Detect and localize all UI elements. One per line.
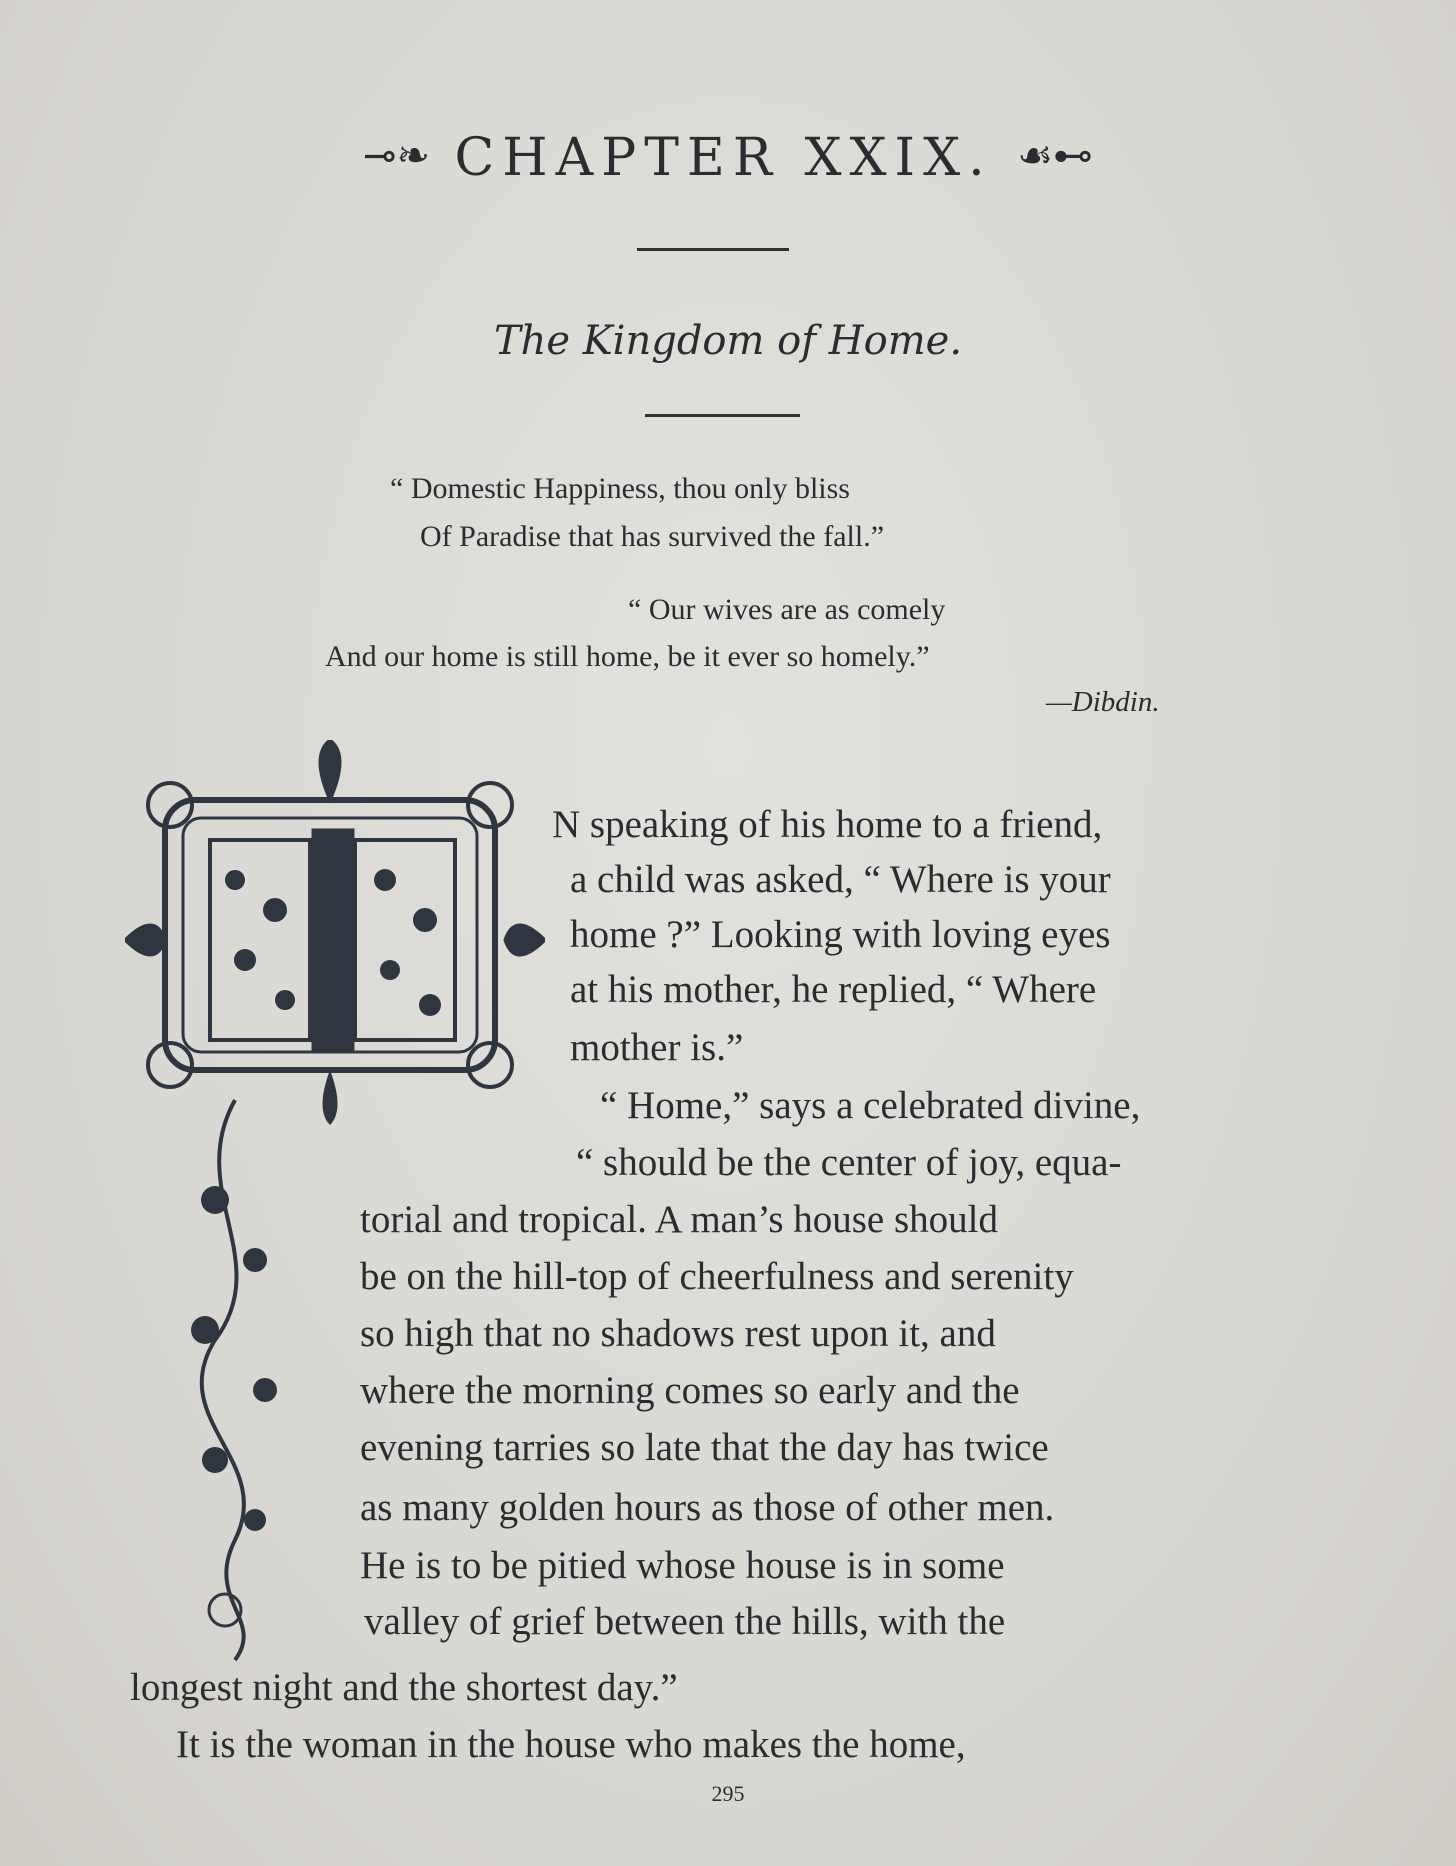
body-line-11: where the morning comes so early and the xyxy=(360,1369,1020,1412)
section-title: The Kingdom of Home. xyxy=(493,318,963,364)
epigraph-1-line-1: “ Domestic Happiness, thou only bliss xyxy=(390,472,850,505)
body-line-17: It is the woman in the house who makes the home, xyxy=(176,1723,966,1766)
right-ornament-icon: ☙⊷ xyxy=(1017,133,1094,179)
body-line-14: He is to be pitied whose house is in some xyxy=(360,1544,1005,1587)
epigraph-attribution: —Dibdin. xyxy=(1046,686,1160,718)
body-line-12: evening tarries so late that the day has twice xyxy=(360,1426,1049,1469)
epigraph-2-line-1: “ Our wives are as comely xyxy=(628,593,946,626)
body-line-10: so high that no shadows rest upon it, and xyxy=(360,1312,996,1355)
body-line-2: a child was asked, “ Where is your xyxy=(570,858,1111,901)
divider-rule-top xyxy=(637,248,789,251)
page-number: 295 xyxy=(711,1781,745,1806)
body-line-8: torial and tropical. A man’s house should xyxy=(360,1198,998,1241)
epigraph-1-line-2: Of Paradise that has survived the fall.” xyxy=(420,520,885,553)
body-line-16: longest night and the shortest day.” xyxy=(130,1666,678,1709)
body-line-13: as many golden hours as those of other men. xyxy=(360,1486,1055,1529)
body-line-6: “ Home,” says a celebrated divine, xyxy=(600,1084,1141,1127)
body-line-15: valley of grief between the hills, with the xyxy=(364,1600,1006,1643)
divider-rule-bottom xyxy=(645,414,800,417)
body-line-3: home ?” Looking with loving eyes xyxy=(570,913,1111,956)
body-line-5: mother is.” xyxy=(570,1026,744,1069)
chapter-title: CHAPTER XXIX. xyxy=(454,128,993,188)
left-ornament-icon: ⊸❧ xyxy=(362,133,430,179)
epigraph-2-line-2: And our home is still home, be it ever so homely.” xyxy=(325,640,930,673)
body-line-7: “ should be the center of joy, equa- xyxy=(576,1141,1122,1184)
body-line-4: at his mother, he replied, “ Where xyxy=(570,968,1097,1011)
body-line-1: N speaking of his home to a friend, xyxy=(552,803,1103,846)
chapter-heading xyxy=(0,128,1456,188)
body-line-9: be on the hill-top of cheerfulness and serenity xyxy=(360,1255,1074,1298)
